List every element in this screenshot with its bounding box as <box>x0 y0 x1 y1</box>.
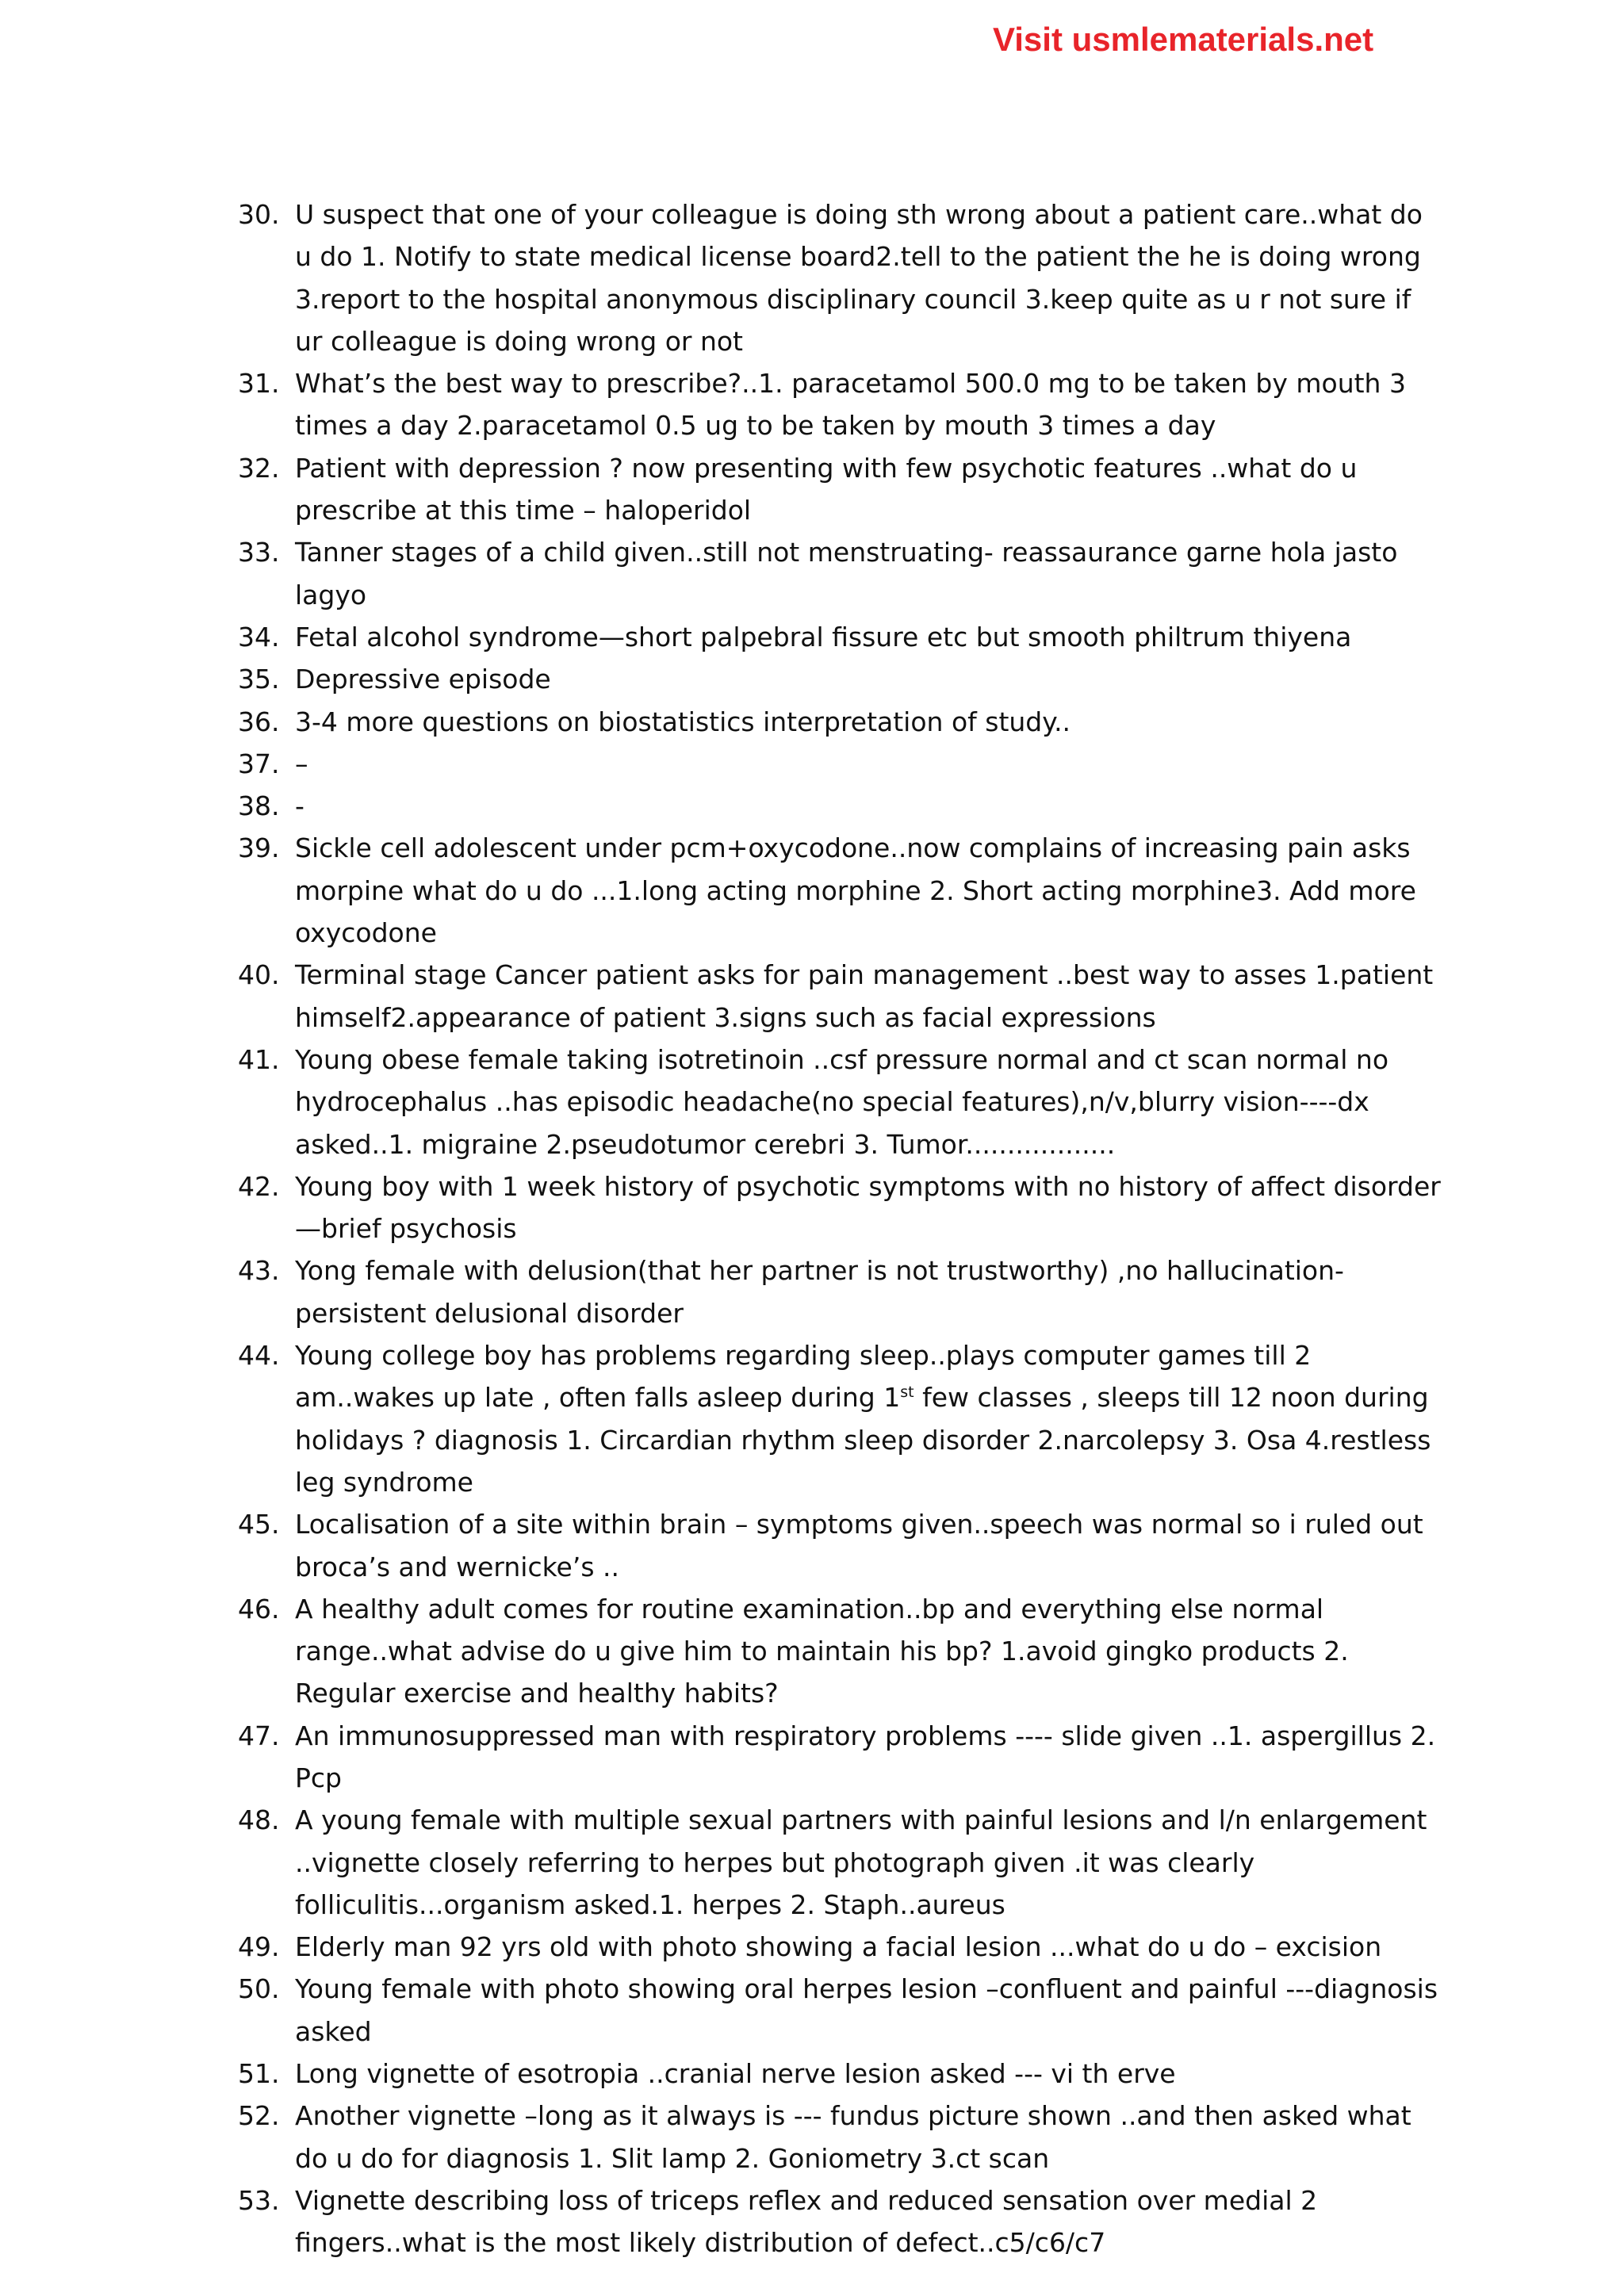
question-number: 45. <box>238 1509 280 1540</box>
question-item <box>238 1968 1443 2053</box>
question-item <box>238 701 1443 743</box>
question-number: 48. <box>238 1804 280 1836</box>
question-number: 36. <box>238 706 280 737</box>
question-item <box>238 1715 1443 1800</box>
question-number: 32. <box>238 452 280 484</box>
question-text: Long vignette of esotropia ..cranial nerve lesion asked --- vi th erve <box>295 2058 1176 2090</box>
question-number: 42. <box>238 1170 280 1202</box>
question-text: Another vignette –long as it always is --- fundus picture shown ..and then asked what do u do for diagnosis 1. Slit lamp 2. Goniometry 3.ct scan <box>295 2100 1411 2174</box>
question-item <box>238 658 1443 700</box>
question-number: 50. <box>238 1973 280 2005</box>
question-number: 34. <box>238 621 280 652</box>
question-text: Vignette describing loss of triceps reflex and reduced sensation over medial 2 fingers..what is the most likely distribution of defect..c5/c6/c7 <box>295 2184 1318 2259</box>
question-item <box>238 1588 1443 1715</box>
question-item <box>238 447 1443 532</box>
question-number: 49. <box>238 1931 280 1963</box>
question-item <box>238 743 1443 785</box>
question-item <box>238 362 1443 447</box>
question-text: U suspect that one of your colleague is doing sth wrong about a patient care..what do u do 1. Notify to state medical license board2.tell to the patient the he is doing wrong 3.report to the hospital anonymous disciplinary council 3.keep quite as u r not sure if ur colleague is doing wrong or not <box>295 199 1423 357</box>
question-text: Elderly man 92 yrs old with photo showing a facial lesion ...what do u do – excision <box>295 1931 1382 1963</box>
question-number: 52. <box>238 2100 280 2132</box>
question-item <box>238 1165 1443 1250</box>
question-item <box>238 2053 1443 2095</box>
question-item <box>238 1799 1443 1926</box>
question-text: Young obese female taking isotretinoin ..csf pressure normal and ct scan normal no hydrocephalus ..has episodic headache(no special features),n/v,blurry vision----dx asked..1. migraine 2.pseudotumor cerebri 3. Tumor.................. <box>295 1043 1389 1160</box>
superscript: st <box>900 1383 914 1402</box>
question-item <box>238 1334 1443 1503</box>
question-text: 3-4 more questions on biostatistics interpretation of study.. <box>295 706 1071 737</box>
question-text: Sickle cell adolescent under pcm+oxycodone..now complains of increasing pain asks morpine what do u do ...1.long acting morphine 2. Short acting morphine3. Add more oxycodone <box>295 832 1416 949</box>
question-text: Yong female with delusion(that her partner is not trustworthy) ,no hallucination- persistent delusional disorder <box>295 1255 1344 1329</box>
question-text: Terminal stage Cancer patient asks for pain management ..best way to asses 1.patient himself2.appearance of patient 3.signs such as facial expressions <box>295 959 1434 1033</box>
question-item <box>238 1249 1443 1334</box>
question-item <box>238 2179 1443 2264</box>
question-number: 53. <box>238 2184 280 2216</box>
question-item <box>238 827 1443 954</box>
question-text: A healthy adult comes for routine examination..bp and everything else normal range..what advise do u give him to maintain his bp? 1.avoid gingko products 2. Regular exercise and healthy habits? <box>295 1593 1349 1709</box>
question-item <box>238 616 1443 658</box>
question-text: Fetal alcohol syndrome—short palpebral fissure etc but smooth philtrum thiyena <box>295 621 1352 652</box>
question-number: 41. <box>238 1043 280 1075</box>
question-text-part: Young college boy has problems regarding sleep..plays computer games till 2 am..wakes up late , often falls asleep during 1 <box>295 1340 1312 1414</box>
question-number: 37. <box>238 748 280 779</box>
question-number: 35. <box>238 664 280 695</box>
question-number: 46. <box>238 1593 280 1624</box>
question-text-part: few classes , sleeps till 12 noon during holidays ? diagnosis 1. Circardian rhythm sleep disorder 2.narcolepsy 3. Osa 4.restless leg syndrome <box>295 1382 1431 1498</box>
question-list <box>238 193 1443 2264</box>
question-text: Localisation of a site within brain – symptoms given..speech was normal so i ruled out broca’s and wernicke’s .. <box>295 1509 1423 1582</box>
question-number: 33. <box>238 537 280 568</box>
watermark-link[interactable]: Visit usmlematerials.net <box>993 21 1374 58</box>
question-text: Young female with photo showing oral herpes lesion –confluent and painful ---diagnosis asked <box>295 1973 1438 2047</box>
question-text: What’s the best way to prescribe?..1. paracetamol 500.0 mg to be taken by mouth 3 times a day 2.paracetamol 0.5 ug to be taken by mouth 3 times a day <box>295 368 1406 442</box>
question-text: Patient with depression ? now presenting with few psychotic features ..what do u prescribe at this time – haloperidol <box>295 452 1358 526</box>
question-number: 39. <box>238 832 280 864</box>
question-text: Tanner stages of a child given..still not menstruating- reassaurance garne hola jasto lagyo <box>295 537 1398 610</box>
question-number: 47. <box>238 1720 280 1751</box>
question-item <box>238 954 1443 1039</box>
question-text: An immunosuppressed man with respiratory problems ---- slide given ..1. aspergillus 2. Pcp <box>295 1720 1436 1793</box>
question-text: Depressive episode <box>295 664 551 695</box>
question-text: Young boy with 1 week history of psychotic symptoms with no history of affect disorder—brief psychosis <box>295 1170 1441 1245</box>
question-text: A young female with multiple sexual partners with painful lesions and l/n enlargement ..vignette closely referring to herpes but photograph given .it was clearly folliculitis...organism asked.1. herpes 2. Staph..aureus <box>295 1804 1427 1920</box>
question-number: 51. <box>238 2058 280 2090</box>
question-text <box>295 1340 1431 1498</box>
question-number: 44. <box>238 1340 280 1372</box>
question-text: – <box>295 748 308 779</box>
question-text: - <box>295 790 304 822</box>
question-item <box>238 193 1443 362</box>
question-item <box>238 2095 1443 2179</box>
question-item <box>238 1503 1443 1588</box>
question-number: 43. <box>238 1255 280 1287</box>
question-number: 40. <box>238 959 280 991</box>
question-item <box>238 531 1443 616</box>
question-number: 38. <box>238 790 280 822</box>
question-item <box>238 785 1443 827</box>
question-number: 30. <box>238 199 280 230</box>
question-item <box>238 1926 1443 1968</box>
question-item <box>238 1039 1443 1165</box>
question-number: 31. <box>238 368 280 400</box>
